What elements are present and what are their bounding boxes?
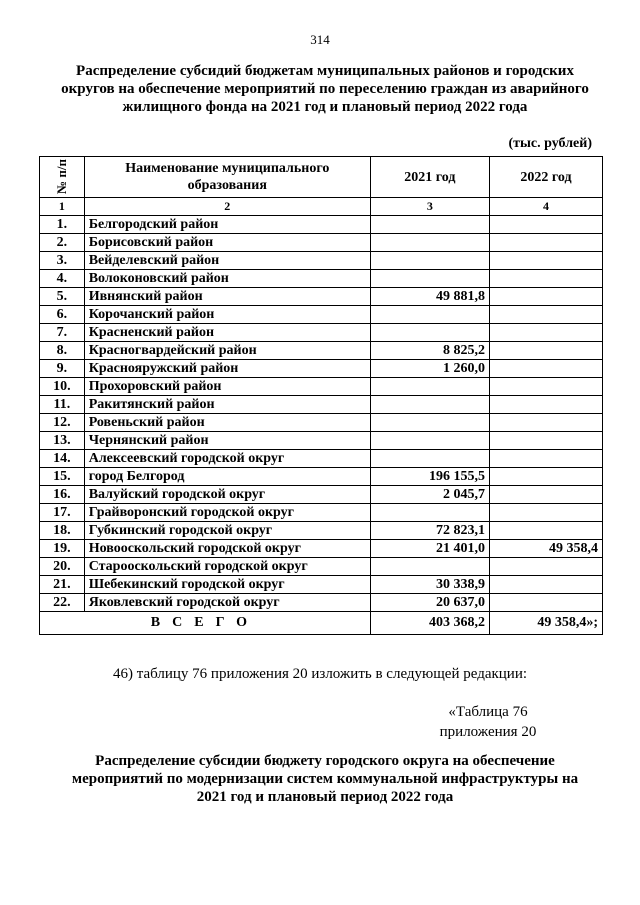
row-number: 1. — [40, 216, 85, 234]
table-header-row — [40, 157, 603, 198]
row-2021 — [370, 504, 489, 522]
table-row — [40, 486, 603, 504]
row-2021: 21 401,0 — [370, 540, 489, 558]
row-number: 6. — [40, 306, 85, 324]
row-2021 — [370, 378, 489, 396]
row-number: 4. — [40, 270, 85, 288]
row-2022 — [489, 468, 602, 486]
header-2022: 2022 год — [489, 157, 602, 198]
row-2022 — [489, 252, 602, 270]
table-row — [40, 396, 603, 414]
row-2021: 1 260,0 — [370, 360, 489, 378]
row-number: 21. — [40, 576, 85, 594]
row-number: 19. — [40, 540, 85, 558]
row-2022: 49 358,4 — [489, 540, 602, 558]
row-name: Валуйский городской округ — [84, 486, 370, 504]
row-2021: 72 823,1 — [370, 522, 489, 540]
row-2022 — [489, 594, 602, 612]
row-name: Яковлевский городской округ — [84, 594, 370, 612]
row-2022 — [489, 324, 602, 342]
row-2022 — [489, 216, 602, 234]
row-2021 — [370, 270, 489, 288]
row-2021 — [370, 432, 489, 450]
table-row — [40, 432, 603, 450]
header-name: Наименование муниципального образования — [84, 157, 370, 198]
row-2021 — [370, 396, 489, 414]
units-label: (тыс. рублей) — [508, 136, 592, 151]
row-2022 — [489, 522, 602, 540]
row-name: Новооскольский городской округ — [84, 540, 370, 558]
row-name: Ракитянский район — [84, 396, 370, 414]
row-number: 11. — [40, 396, 85, 414]
row-name: Корочанский район — [84, 306, 370, 324]
row-name: Старооскольский городской округ — [84, 558, 370, 576]
page-number: 314 — [310, 32, 330, 47]
row-number: 8. — [40, 342, 85, 360]
row-2021 — [370, 558, 489, 576]
row-number: 9. — [40, 360, 85, 378]
row-2022 — [489, 360, 602, 378]
row-2022 — [489, 342, 602, 360]
table-row — [40, 576, 603, 594]
row-number: 12. — [40, 414, 85, 432]
table-row — [40, 324, 603, 342]
row-2022 — [489, 414, 602, 432]
row-name: Ивнянский район — [84, 288, 370, 306]
table-row — [40, 594, 603, 612]
table-reference-line1: «Таблица 76 — [448, 704, 528, 720]
table-reference — [428, 702, 548, 742]
row-2021 — [370, 414, 489, 432]
row-name: Алексеевский городской округ — [84, 450, 370, 468]
index-cell: 1 — [40, 198, 85, 216]
row-number: 22. — [40, 594, 85, 612]
table-reference-line2: приложения 20 — [439, 724, 537, 740]
table-row — [40, 450, 603, 468]
row-number: 10. — [40, 378, 85, 396]
table-row — [40, 414, 603, 432]
row-number: 15. — [40, 468, 85, 486]
row-2022 — [489, 558, 602, 576]
row-number: 14. — [40, 450, 85, 468]
second-title: Распределение субсидии бюджету городского округа на обеспечение мероприятий по модернизации систем коммунальной инфраструктуры на 2021 год и плановый период 2022 года — [71, 753, 579, 805]
row-2022 — [489, 504, 602, 522]
row-name: Губкинский городской округ — [84, 522, 370, 540]
row-number: 2. — [40, 234, 85, 252]
row-name: Грайворонский городской округ — [84, 504, 370, 522]
row-name: Ровеньский район — [84, 414, 370, 432]
row-name: Красненский район — [84, 324, 370, 342]
table-row — [40, 522, 603, 540]
table-row — [40, 216, 603, 234]
row-2021: 30 338,9 — [370, 576, 489, 594]
row-2022 — [489, 270, 602, 288]
row-number: 17. — [40, 504, 85, 522]
row-2022 — [489, 576, 602, 594]
document-title: Распределение субсидий бюджетам муниципальных районов и городских округов на обеспечение мероприятий по переселению граждан из аварийного жилищного фонда на 2021 год и плановый период 2022 года — [61, 63, 589, 115]
row-number: 20. — [40, 558, 85, 576]
row-name: Красногвардейский район — [84, 342, 370, 360]
row-2021 — [370, 450, 489, 468]
row-name: Белгородский район — [84, 216, 370, 234]
table-row — [40, 288, 603, 306]
index-cell: 3 — [370, 198, 489, 216]
row-2021: 2 045,7 — [370, 486, 489, 504]
row-2021: 8 825,2 — [370, 342, 489, 360]
row-2022 — [489, 396, 602, 414]
row-name: город Белгород — [84, 468, 370, 486]
table-row — [40, 270, 603, 288]
amendment-paragraph: 46) таблицу 76 приложения 20 изложить в следующей редакции: — [112, 666, 528, 682]
total-row — [40, 612, 603, 635]
row-name: Шебекинский городской округ — [84, 576, 370, 594]
total-2021: 403 368,2 — [370, 612, 489, 635]
row-name: Волоконовский район — [84, 270, 370, 288]
row-2022 — [489, 486, 602, 504]
row-name: Прохоровский район — [84, 378, 370, 396]
row-2022 — [489, 288, 602, 306]
table-row — [40, 468, 603, 486]
row-2021 — [370, 324, 489, 342]
row-number: 16. — [40, 486, 85, 504]
table-row — [40, 342, 603, 360]
row-2021 — [370, 306, 489, 324]
subsidy-table — [39, 156, 603, 635]
table-row — [40, 558, 603, 576]
header-2021: 2021 год — [370, 157, 489, 198]
table-row — [40, 252, 603, 270]
row-2022 — [489, 450, 602, 468]
row-number: 3. — [40, 252, 85, 270]
row-2022 — [489, 432, 602, 450]
index-cell: 2 — [84, 198, 370, 216]
row-name: Чернянский район — [84, 432, 370, 450]
header-number: № п/п — [40, 157, 85, 198]
table-row — [40, 378, 603, 396]
table-row — [40, 504, 603, 522]
row-number: 7. — [40, 324, 85, 342]
row-number: 18. — [40, 522, 85, 540]
row-number: 5. — [40, 288, 85, 306]
table-row — [40, 360, 603, 378]
row-2021: 49 881,8 — [370, 288, 489, 306]
row-name: Краснояружский район — [84, 360, 370, 378]
row-2021 — [370, 252, 489, 270]
table-row — [40, 234, 603, 252]
table-row — [40, 306, 603, 324]
row-2021: 20 637,0 — [370, 594, 489, 612]
index-cell: 4 — [489, 198, 602, 216]
row-2021: 196 155,5 — [370, 468, 489, 486]
row-2021 — [370, 216, 489, 234]
row-number: 13. — [40, 432, 85, 450]
table-row — [40, 540, 603, 558]
row-2022 — [489, 306, 602, 324]
total-2022: 49 358,4»; — [489, 612, 602, 635]
total-label: ВСЕГО — [40, 612, 371, 635]
row-name: Борисовский район — [84, 234, 370, 252]
row-2022 — [489, 378, 602, 396]
row-name: Вейделевский район — [84, 252, 370, 270]
column-index-row — [40, 198, 603, 216]
row-2021 — [370, 234, 489, 252]
row-2022 — [489, 234, 602, 252]
